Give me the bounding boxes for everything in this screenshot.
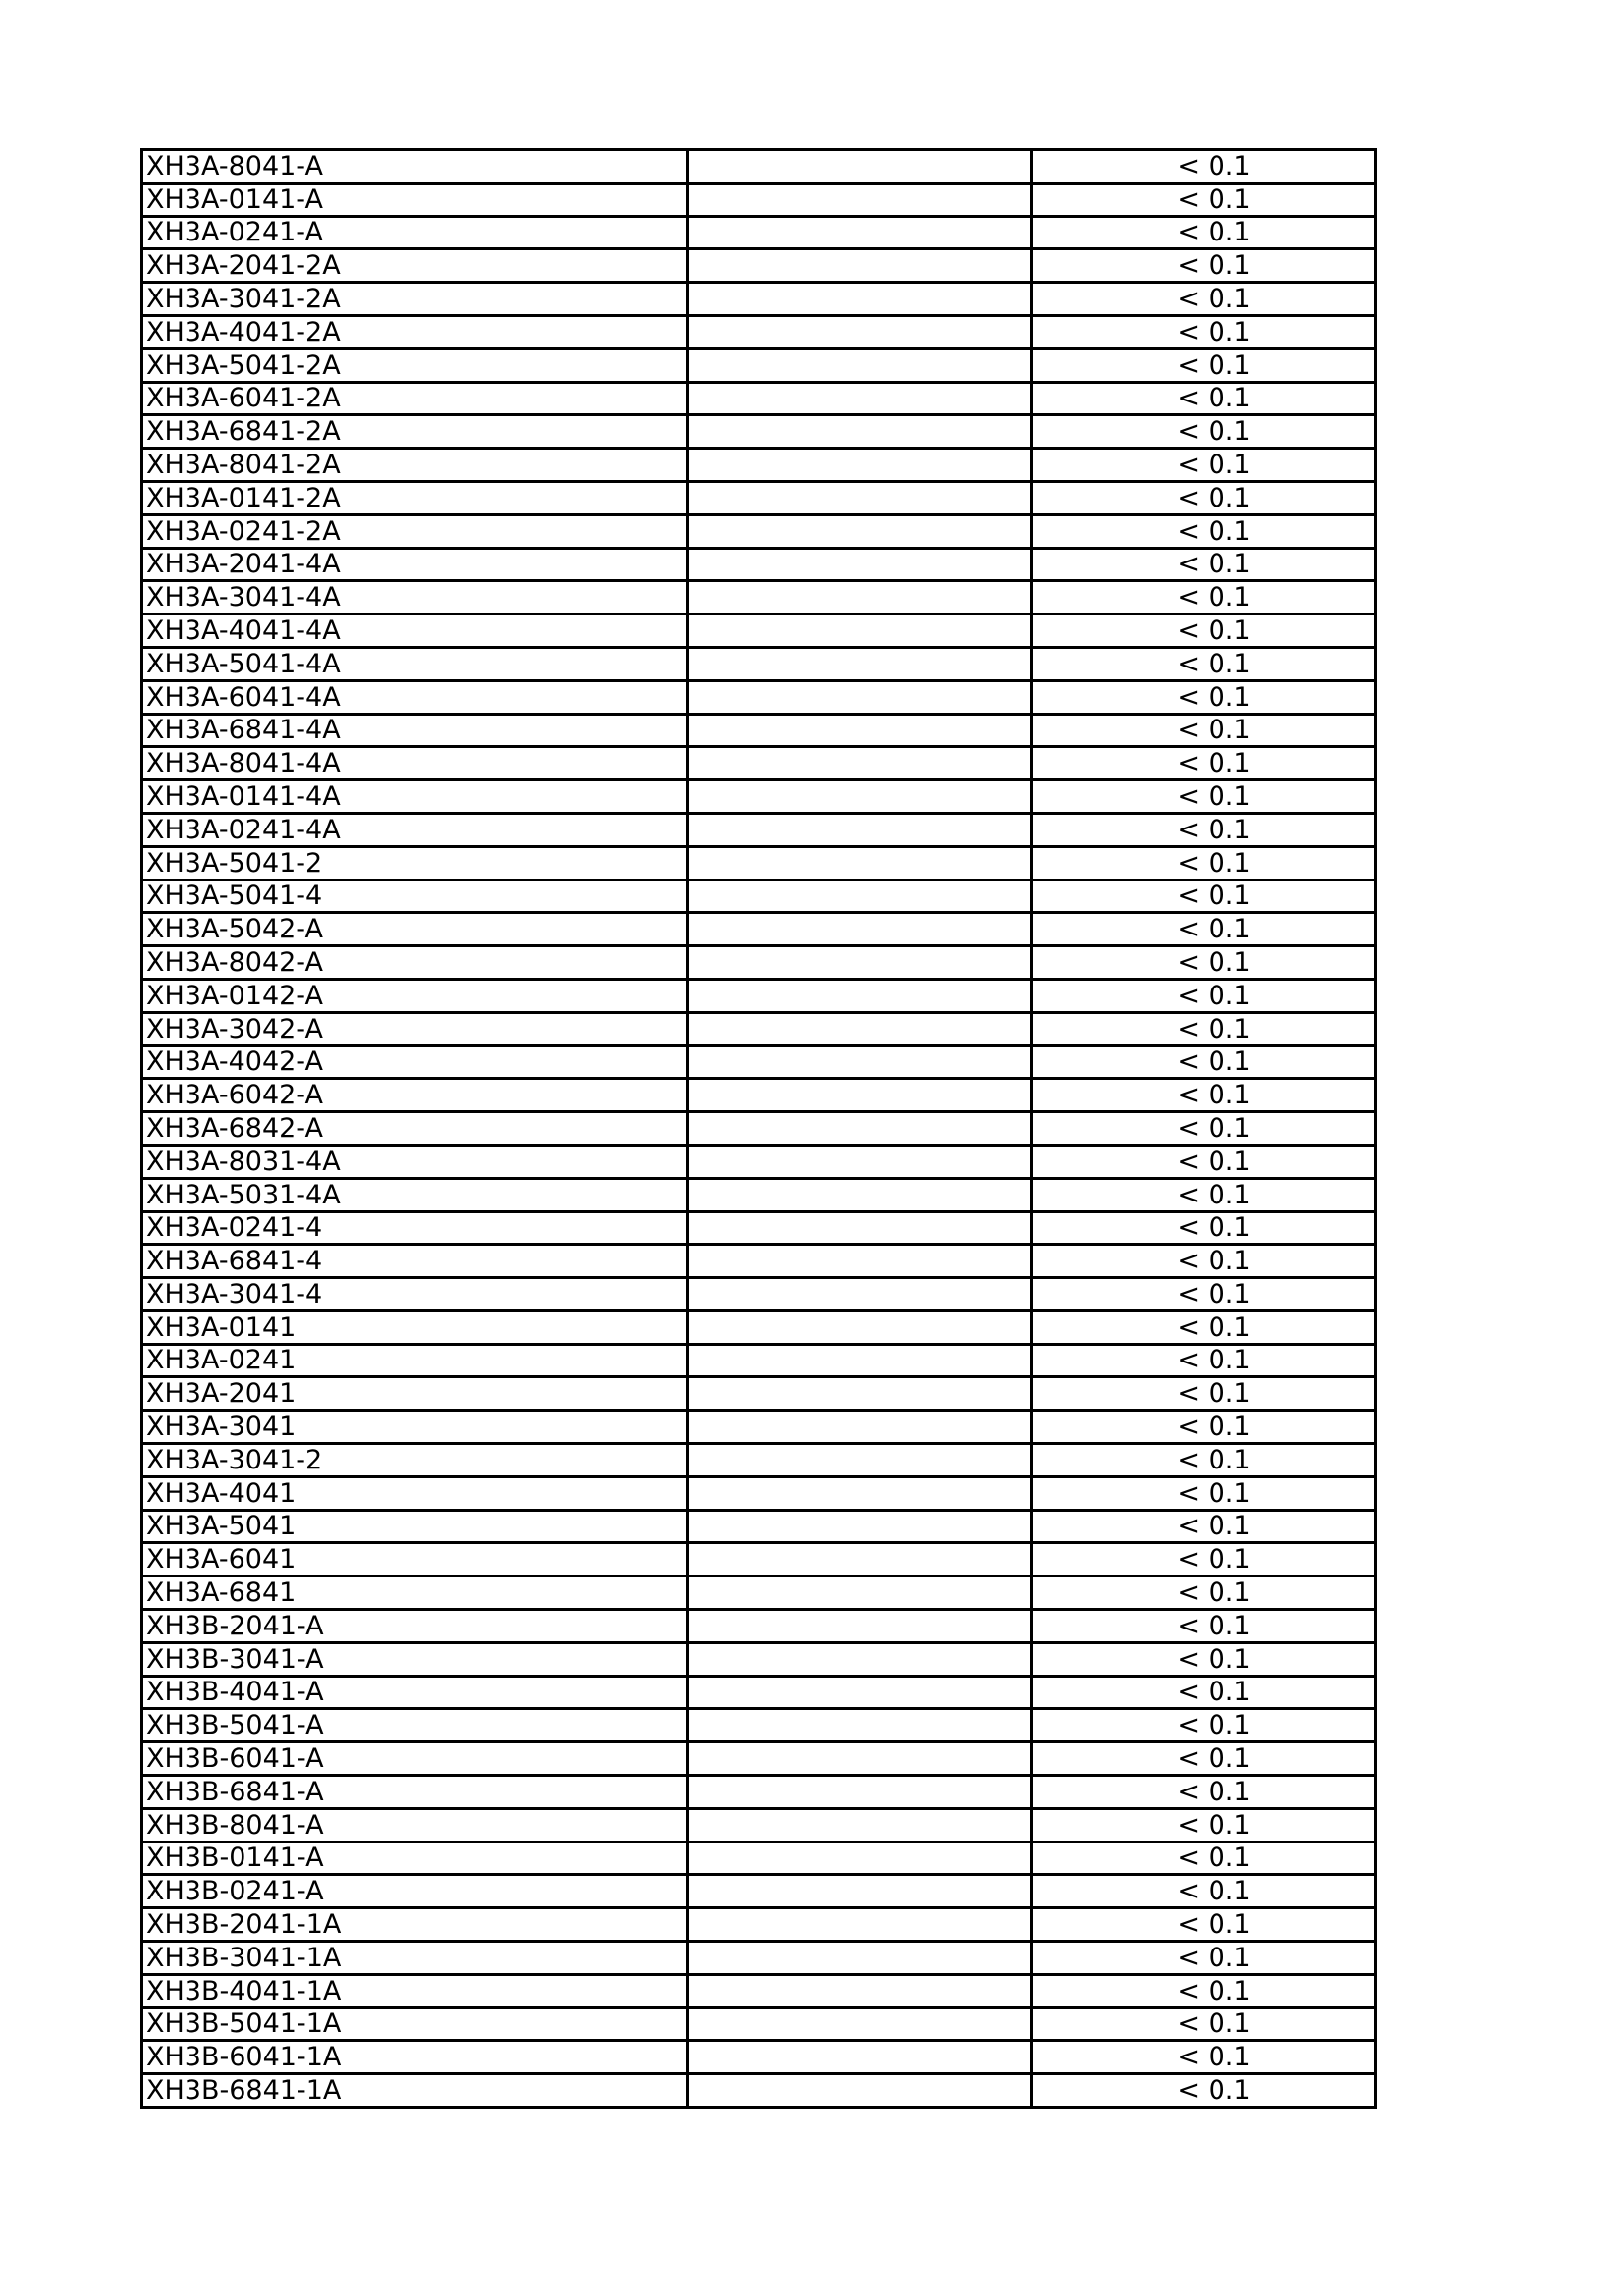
value-cell: < 0.1 <box>1032 1444 1376 1477</box>
table-row <box>142 1310 1376 1344</box>
empty-cell <box>688 1908 1032 1942</box>
value-cell: < 0.1 <box>1032 780 1376 814</box>
value-cell: < 0.1 <box>1032 2007 1376 2041</box>
table-row <box>142 1211 1376 1245</box>
value-cell: < 0.1 <box>1032 1610 1376 1643</box>
empty-cell <box>688 747 1032 780</box>
value-cell: < 0.1 <box>1032 216 1376 249</box>
value-cell: < 0.1 <box>1032 548 1376 581</box>
part-number-cell: XH3A-0241-4A <box>142 813 688 846</box>
empty-cell <box>688 1942 1032 1975</box>
empty-cell <box>688 1310 1032 1344</box>
empty-cell <box>688 1145 1032 1178</box>
value-cell: < 0.1 <box>1032 714 1376 747</box>
table-row <box>142 846 1376 880</box>
empty-cell <box>688 1444 1032 1477</box>
table-row <box>142 283 1376 316</box>
table-row <box>142 449 1376 482</box>
table-row <box>142 1742 1376 1776</box>
part-number-cell: XH3B-0141-A <box>142 1842 688 1875</box>
table-row <box>142 747 1376 780</box>
empty-cell <box>688 415 1032 449</box>
table-row <box>142 1377 1376 1411</box>
empty-cell <box>688 183 1032 216</box>
part-number-cell: XH3A-3041-4A <box>142 581 688 614</box>
table-row <box>142 946 1376 980</box>
empty-cell <box>688 2074 1032 2108</box>
empty-cell <box>688 1842 1032 1875</box>
value-cell: < 0.1 <box>1032 150 1376 184</box>
part-number-cell: XH3A-6041 <box>142 1543 688 1576</box>
table-row <box>142 1278 1376 1311</box>
part-number-cell: XH3B-6041-A <box>142 1742 688 1776</box>
part-number-cell: XH3B-8041-A <box>142 1808 688 1842</box>
table-row <box>142 714 1376 747</box>
part-number-cell: XH3A-3041-2A <box>142 283 688 316</box>
value-cell: < 0.1 <box>1032 1178 1376 1211</box>
part-number-cell: XH3B-0241-A <box>142 1875 688 1908</box>
value-cell: < 0.1 <box>1032 2074 1376 2108</box>
part-number-cell: XH3B-4041-A <box>142 1676 688 1709</box>
table-row <box>142 1411 1376 1444</box>
value-cell: < 0.1 <box>1032 1510 1376 1543</box>
empty-cell <box>688 1676 1032 1709</box>
empty-cell <box>688 1875 1032 1908</box>
table-row <box>142 1079 1376 1112</box>
table-row <box>142 880 1376 913</box>
empty-cell <box>688 1245 1032 1278</box>
part-number-cell: XH3A-8042-A <box>142 946 688 980</box>
empty-cell <box>688 946 1032 980</box>
empty-cell <box>688 1642 1032 1676</box>
part-number-cell: XH3A-6042-A <box>142 1079 688 1112</box>
table-row <box>142 249 1376 283</box>
part-number-cell: XH3A-5042-A <box>142 913 688 946</box>
part-number-cell: XH3B-6841-A <box>142 1776 688 1809</box>
empty-cell <box>688 283 1032 316</box>
empty-cell <box>688 780 1032 814</box>
empty-cell <box>688 1344 1032 1377</box>
part-number-cell: XH3A-4041-2A <box>142 315 688 348</box>
table-row <box>142 382 1376 415</box>
value-cell: < 0.1 <box>1032 1543 1376 1576</box>
value-cell: < 0.1 <box>1032 813 1376 846</box>
table-row <box>142 1344 1376 1377</box>
table-row <box>142 1610 1376 1643</box>
value-cell: < 0.1 <box>1032 1411 1376 1444</box>
value-cell: < 0.1 <box>1032 1875 1376 1908</box>
part-number-cell: XH3A-5041-2 <box>142 846 688 880</box>
empty-cell <box>688 1079 1032 1112</box>
table-row <box>142 979 1376 1012</box>
value-cell: < 0.1 <box>1032 1344 1376 1377</box>
table-row <box>142 1942 1376 1975</box>
part-number-cell: XH3A-6841-4A <box>142 714 688 747</box>
table-row <box>142 481 1376 514</box>
table-row <box>142 1045 1376 1079</box>
empty-cell <box>688 581 1032 614</box>
part-number-cell: XH3B-4041-1A <box>142 1974 688 2007</box>
empty-cell <box>688 1476 1032 1510</box>
empty-cell <box>688 979 1032 1012</box>
empty-cell <box>688 382 1032 415</box>
table-row <box>142 348 1376 382</box>
empty-cell <box>688 315 1032 348</box>
part-number-cell: XH3B-2041-1A <box>142 1908 688 1942</box>
empty-cell <box>688 1045 1032 1079</box>
value-cell: < 0.1 <box>1032 913 1376 946</box>
empty-cell <box>688 481 1032 514</box>
part-number-cell: XH3A-0241-2A <box>142 514 688 548</box>
value-cell: < 0.1 <box>1032 1079 1376 1112</box>
empty-cell <box>688 514 1032 548</box>
empty-cell <box>688 1808 1032 1842</box>
table-row <box>142 1808 1376 1842</box>
table-row <box>142 1510 1376 1543</box>
value-cell: < 0.1 <box>1032 1776 1376 1809</box>
empty-cell <box>688 449 1032 482</box>
table-row <box>142 913 1376 946</box>
empty-cell <box>688 548 1032 581</box>
value-cell: < 0.1 <box>1032 946 1376 980</box>
value-cell: < 0.1 <box>1032 1842 1376 1875</box>
value-cell: < 0.1 <box>1032 846 1376 880</box>
part-number-cell: XH3A-0241 <box>142 1344 688 1377</box>
empty-cell <box>688 1974 1032 2007</box>
value-cell: < 0.1 <box>1032 1012 1376 1045</box>
part-number-cell: XH3B-5041-1A <box>142 2007 688 2041</box>
part-number-cell: XH3A-2041-2A <box>142 249 688 283</box>
table-row <box>142 1642 1376 1676</box>
part-number-cell: XH3A-6842-A <box>142 1112 688 1146</box>
value-cell: < 0.1 <box>1032 1377 1376 1411</box>
empty-cell <box>688 813 1032 846</box>
value-cell: < 0.1 <box>1032 1045 1376 1079</box>
value-cell: < 0.1 <box>1032 1942 1376 1975</box>
table-row <box>142 315 1376 348</box>
table-row <box>142 2074 1376 2108</box>
table-row <box>142 1676 1376 1709</box>
value-cell: < 0.1 <box>1032 1709 1376 1742</box>
empty-cell <box>688 1510 1032 1543</box>
empty-cell <box>688 846 1032 880</box>
part-number-cell: XH3A-3041-4 <box>142 1278 688 1311</box>
table-row <box>142 1908 1376 1942</box>
empty-cell <box>688 216 1032 249</box>
empty-cell <box>688 647 1032 680</box>
table-row <box>142 1145 1376 1178</box>
part-number-cell: XH3A-0141 <box>142 1310 688 1344</box>
part-number-cell: XH3A-0141-4A <box>142 780 688 814</box>
part-number-cell: XH3A-4041 <box>142 1476 688 1510</box>
table-row <box>142 1974 1376 2007</box>
table-row <box>142 1178 1376 1211</box>
part-number-cell: XH3A-0141-2A <box>142 481 688 514</box>
empty-cell <box>688 1211 1032 1245</box>
empty-cell <box>688 348 1032 382</box>
value-cell: < 0.1 <box>1032 382 1376 415</box>
part-number-cell: XH3A-6841-4 <box>142 1245 688 1278</box>
value-cell: < 0.1 <box>1032 1310 1376 1344</box>
empty-cell <box>688 680 1032 714</box>
part-number-cell: XH3A-3042-A <box>142 1012 688 1045</box>
empty-cell <box>688 2007 1032 2041</box>
empty-cell <box>688 1411 1032 1444</box>
value-cell: < 0.1 <box>1032 348 1376 382</box>
empty-cell <box>688 1377 1032 1411</box>
part-number-cell: XH3B-3041-1A <box>142 1942 688 1975</box>
value-cell: < 0.1 <box>1032 1642 1376 1676</box>
table-row <box>142 1576 1376 1610</box>
part-number-cell: XH3A-8041-4A <box>142 747 688 780</box>
value-cell: < 0.1 <box>1032 1908 1376 1942</box>
part-number-cell: XH3A-8041-A <box>142 150 688 184</box>
table-row <box>142 514 1376 548</box>
part-number-cell: XH3A-2041-4A <box>142 548 688 581</box>
table-body <box>142 150 1376 2108</box>
value-cell: < 0.1 <box>1032 1576 1376 1610</box>
empty-cell <box>688 1012 1032 1045</box>
table-row <box>142 581 1376 614</box>
empty-cell <box>688 1709 1032 1742</box>
part-number-cell: XH3A-0141-A <box>142 183 688 216</box>
table-row <box>142 1776 1376 1809</box>
table-row <box>142 1543 1376 1576</box>
part-number-cell: XH3B-3041-A <box>142 1642 688 1676</box>
table-row <box>142 183 1376 216</box>
value-cell: < 0.1 <box>1032 979 1376 1012</box>
part-number-cell: XH3A-5041-4A <box>142 647 688 680</box>
table-row <box>142 647 1376 680</box>
table-row <box>142 216 1376 249</box>
part-number-cell: XH3A-3041-2 <box>142 1444 688 1477</box>
empty-cell <box>688 1178 1032 1211</box>
table-row <box>142 415 1376 449</box>
data-table <box>140 148 1377 2109</box>
part-number-cell: XH3A-6841 <box>142 1576 688 1610</box>
table-row <box>142 614 1376 648</box>
value-cell: < 0.1 <box>1032 2041 1376 2074</box>
value-cell: < 0.1 <box>1032 283 1376 316</box>
empty-cell <box>688 714 1032 747</box>
table-row <box>142 1112 1376 1146</box>
part-number-cell: XH3B-2041-A <box>142 1610 688 1643</box>
value-cell: < 0.1 <box>1032 249 1376 283</box>
empty-cell <box>688 1543 1032 1576</box>
part-number-cell: XH3A-0241-A <box>142 216 688 249</box>
empty-cell <box>688 1278 1032 1311</box>
value-cell: < 0.1 <box>1032 449 1376 482</box>
table-row <box>142 1245 1376 1278</box>
table-row <box>142 1012 1376 1045</box>
empty-cell <box>688 614 1032 648</box>
empty-cell <box>688 1742 1032 1776</box>
table-row <box>142 680 1376 714</box>
part-number-cell: XH3A-0241-4 <box>142 1211 688 1245</box>
value-cell: < 0.1 <box>1032 415 1376 449</box>
part-number-cell: XH3A-4042-A <box>142 1045 688 1079</box>
part-number-cell: XH3A-3041 <box>142 1411 688 1444</box>
part-number-cell: XH3A-4041-4A <box>142 614 688 648</box>
document-page <box>140 148 1374 2109</box>
value-cell: < 0.1 <box>1032 614 1376 648</box>
empty-cell <box>688 913 1032 946</box>
table-row <box>142 1842 1376 1875</box>
value-cell: < 0.1 <box>1032 1808 1376 1842</box>
table-row <box>142 150 1376 184</box>
value-cell: < 0.1 <box>1032 880 1376 913</box>
part-number-cell: XH3A-0142-A <box>142 979 688 1012</box>
value-cell: < 0.1 <box>1032 1476 1376 1510</box>
empty-cell <box>688 2041 1032 2074</box>
empty-cell <box>688 1776 1032 1809</box>
empty-cell <box>688 880 1032 913</box>
part-number-cell: XH3B-6841-1A <box>142 2074 688 2108</box>
value-cell: < 0.1 <box>1032 1742 1376 1776</box>
part-number-cell: XH3A-5041-2A <box>142 348 688 382</box>
value-cell: < 0.1 <box>1032 680 1376 714</box>
part-number-cell: XH3A-8041-2A <box>142 449 688 482</box>
value-cell: < 0.1 <box>1032 514 1376 548</box>
part-number-cell: XH3A-6841-2A <box>142 415 688 449</box>
table-row <box>142 1875 1376 1908</box>
table-row <box>142 813 1376 846</box>
part-number-cell: XH3A-6041-4A <box>142 680 688 714</box>
part-number-cell: XH3A-5031-4A <box>142 1178 688 1211</box>
value-cell: < 0.1 <box>1032 1112 1376 1146</box>
value-cell: < 0.1 <box>1032 1278 1376 1311</box>
part-number-cell: XH3A-8031-4A <box>142 1145 688 1178</box>
table-row <box>142 1476 1376 1510</box>
part-number-cell: XH3B-6041-1A <box>142 2041 688 2074</box>
table-row <box>142 1709 1376 1742</box>
value-cell: < 0.1 <box>1032 647 1376 680</box>
empty-cell <box>688 249 1032 283</box>
value-cell: < 0.1 <box>1032 747 1376 780</box>
empty-cell <box>688 1576 1032 1610</box>
value-cell: < 0.1 <box>1032 1676 1376 1709</box>
part-number-cell: XH3B-5041-A <box>142 1709 688 1742</box>
table-row <box>142 1444 1376 1477</box>
value-cell: < 0.1 <box>1032 481 1376 514</box>
table-row <box>142 548 1376 581</box>
value-cell: < 0.1 <box>1032 1245 1376 1278</box>
value-cell: < 0.1 <box>1032 1145 1376 1178</box>
value-cell: < 0.1 <box>1032 581 1376 614</box>
part-number-cell: XH3A-6041-2A <box>142 382 688 415</box>
table-row <box>142 2007 1376 2041</box>
value-cell: < 0.1 <box>1032 183 1376 216</box>
part-number-cell: XH3A-5041 <box>142 1510 688 1543</box>
empty-cell <box>688 1112 1032 1146</box>
value-cell: < 0.1 <box>1032 1974 1376 2007</box>
table-row <box>142 780 1376 814</box>
value-cell: < 0.1 <box>1032 315 1376 348</box>
table-row <box>142 2041 1376 2074</box>
value-cell: < 0.1 <box>1032 1211 1376 1245</box>
empty-cell <box>688 150 1032 184</box>
empty-cell <box>688 1610 1032 1643</box>
part-number-cell: XH3A-5041-4 <box>142 880 688 913</box>
part-number-cell: XH3A-2041 <box>142 1377 688 1411</box>
